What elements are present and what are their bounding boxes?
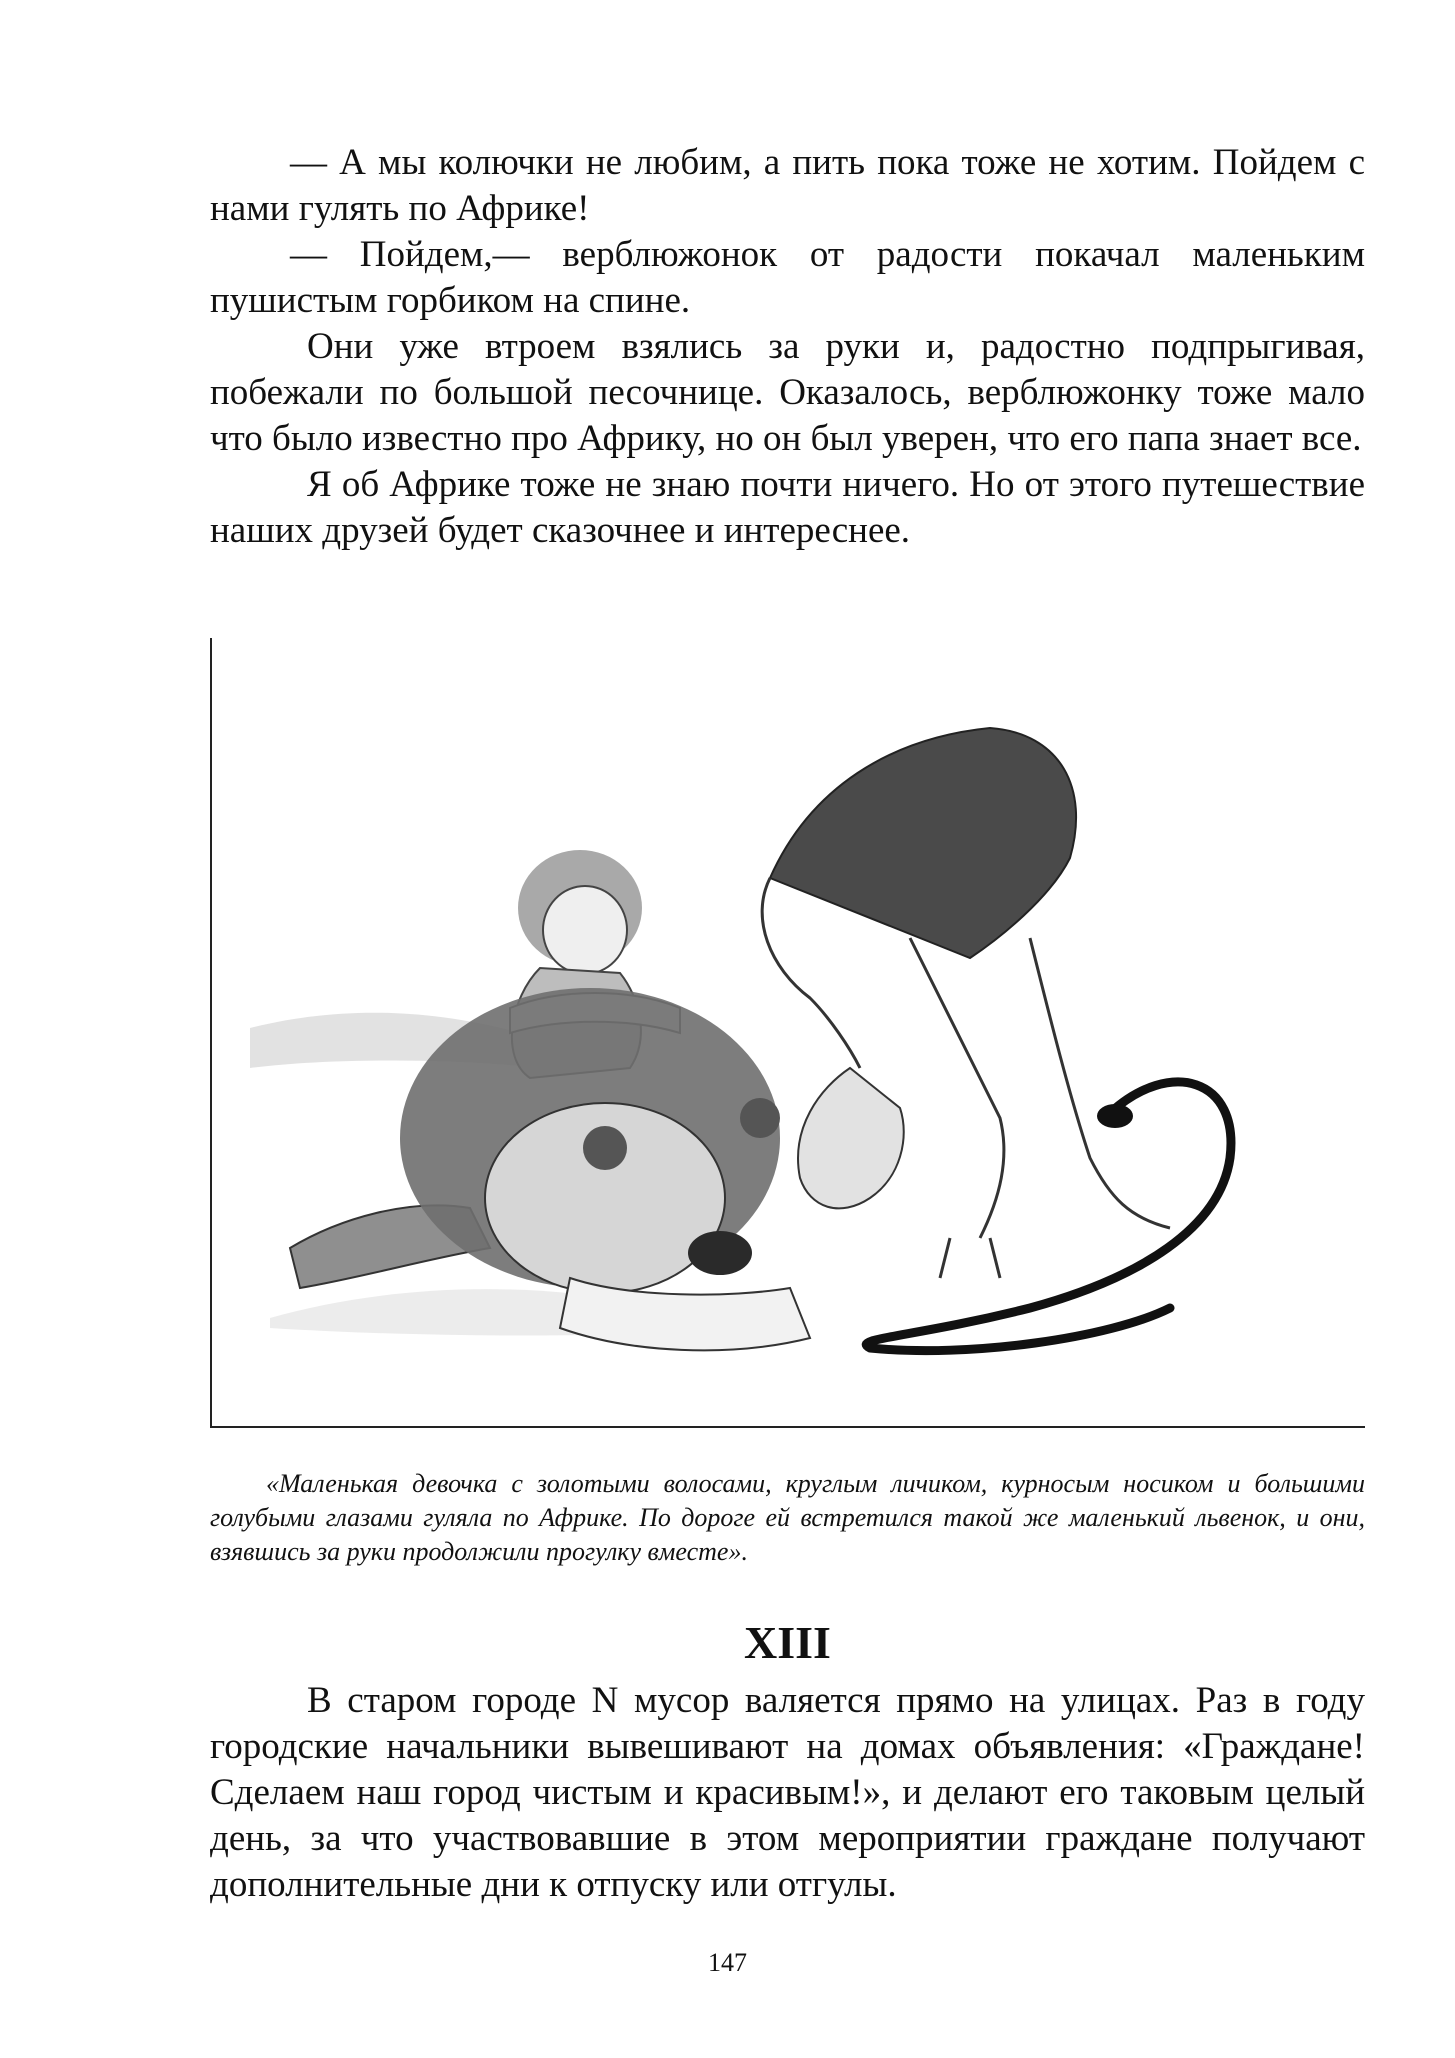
paragraph-narrative-1: Они уже втроем взялись за руки и, радостно подпрыгивая, побежали по большой песочнице. Оказалось, верблюжонку тоже мало что было известно про Африку, но он был уверен, что его папа знает все. xyxy=(210,326,1365,459)
paragraph-dialogue-1: — А мы колючки не любим, а пить пока тоже не хотим. Пойдем с нами гулять по Африке! xyxy=(210,142,1365,229)
chapter-text-block xyxy=(210,1678,1365,1908)
chapter-paragraph-1: В старом городе N мусор валяется прямо на улицах. Раз в году городские начальники вывешивают на домах объявления: «Граждане! Сделаем наш город чистым и красивым!», и делают его таковым целый день, за что участвовавшие в этом мероприятии граждане получают дополнительные дни к отпуску или отгулы. xyxy=(210,1680,1365,1905)
top-text-block xyxy=(210,140,1365,554)
page-number: 147 xyxy=(708,1948,747,1977)
paragraph-dialogue-2: — Пойдем,— верблюжонок от радости покачал маленьким пушистым горбиком на спине. xyxy=(210,234,1365,321)
pencil-sketch-illustration xyxy=(210,638,1365,1428)
illustration-girl-lion-camel-snake xyxy=(210,638,1365,1428)
paragraph-narrative-2: Я об Африке тоже не знаю почти ничего. Но от этого путешествие наших друзей будет сказочнее и интереснее. xyxy=(210,464,1365,551)
camel-figure xyxy=(762,728,1170,1278)
chapter-heading: XIII xyxy=(744,1617,831,1668)
illustration-caption: «Маленькая девочка с золотыми волосами, круглым личиком, курносым носиком и большими голубыми глазами гуляла по Африке. По дороге ей встретился такой же маленький львенок, и они, взявшись за руки продолжили прогулку вместе». xyxy=(210,1469,1365,1566)
snake-figure xyxy=(866,1082,1231,1351)
